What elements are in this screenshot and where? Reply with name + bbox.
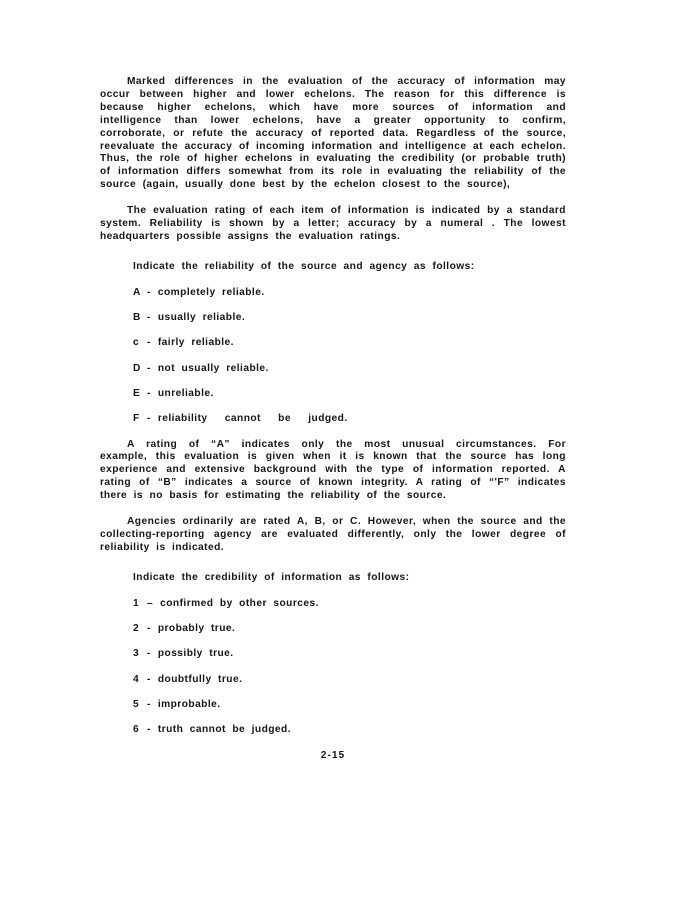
paragraph-rating-explanation: A rating of “A” indicates only the most unusual circumstances. For example, this evaluation is given when it is known that the source has long experience and extensive background with the type of information reported. A rating of “B” indicates a source of known integrity. A rating of “'F” indicates there is no basis for estimating the reliability of the source. [100,438,566,502]
rating-code: E [133,387,141,399]
rating-label: reliability cannot be judged. [157,413,348,425]
rating-code: D [133,362,141,374]
rating-label: unreliable. [157,387,214,399]
rating-dash: - [147,698,151,710]
reliability-rating-item-a [133,287,566,300]
rating-code: 3 [133,648,140,660]
paragraph-marked-differences: Marked differences in the evaluation of the accuracy of information may occur between higher and lower echelons. The reason for this difference is because higher echelons, which have more sources of information and intelligence than lower echelons, have a greater opportunity to confirm, corroborate, or refute the accuracy of reported data. Regardless of the source, reevaluate the accuracy of incoming information and intelligence at each echelon. Thus, the role of higher echelons in evaluating the credibility (or probable truth) of information differs somewhat from its role in evaluating the reliability of the source (again, usually done best by the echelon closest to the source), [100,76,566,191]
rating-code: 1 [133,597,140,609]
rating-label: fairly reliable. [157,337,234,349]
rating-code: c [133,337,140,349]
rating-label: confirmed by other sources. [160,597,319,609]
reliability-rating-item-f [133,413,566,426]
rating-label: probably true. [157,623,236,635]
page-number: 2-15 [320,749,346,761]
rating-dash: - [147,286,151,298]
rating-label: completely reliable. [157,286,265,298]
reliability-rating-item-b [133,312,566,325]
rating-dash: - [147,673,151,685]
rating-label: usually reliable. [157,312,246,324]
rating-label: not usually reliable. [157,362,269,374]
reliability-rating-list [100,287,566,426]
credibility-rating-item-1 [133,598,566,611]
rating-dash: – [147,597,154,609]
rating-dash: - [147,362,151,374]
rating-label: truth cannot be judged. [157,724,291,736]
paragraph-agencies-rated: Agencies ordinarily are rated A, B, or C. However, when the source and the collecting-reporting agency are evaluated differently, only the lower degree of reliability is indicated. [100,516,566,553]
credibility-rating-list [100,598,566,737]
rating-dash: - [147,337,151,349]
reliability-rating-item-e [133,388,566,401]
credibility-instruction: Indicate the credibility of information as follows: [133,571,410,583]
rating-code: 6 [133,724,140,736]
rating-code: B [133,312,141,324]
rating-label: improbable. [157,698,221,710]
rating-code: A [133,286,141,298]
reliability-rating-item-c [133,337,566,350]
credibility-rating-item-4 [133,674,566,687]
rating-dash: - [147,413,151,425]
rating-label: doubtfully true. [157,673,243,685]
rating-code: 5 [133,698,140,710]
credibility-rating-item-3 [133,648,566,661]
rating-dash: - [147,387,151,399]
credibility-rating-item-2 [133,623,566,636]
paragraph-evaluation-rating: The evaluation rating of each item of information is indicated by a standard system. Reliability is shown by a letter; accuracy by a numeral . The lowest headquarters possible assigns the evaluation ratings. [100,205,566,242]
rating-label: possibly true. [157,648,234,660]
credibility-rating-item-6 [133,724,566,737]
rating-code: F [133,413,140,425]
rating-code: 2 [133,623,140,635]
reliability-instruction: Indicate the reliability of the source and agency as follows: [133,260,475,272]
credibility-rating-item-5 [133,699,566,712]
rating-dash: - [147,623,151,635]
rating-code: 4 [133,673,140,685]
rating-dash: - [147,648,151,660]
rating-dash: - [147,724,151,736]
body-text [100,76,566,762]
reliability-rating-item-d [133,363,566,376]
rating-dash: - [147,312,151,324]
